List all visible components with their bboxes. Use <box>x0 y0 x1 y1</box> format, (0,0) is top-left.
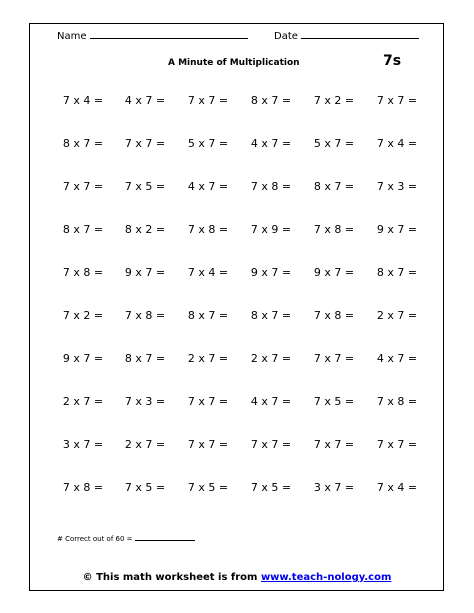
problem-r2-c1: 8 x 7 = <box>62 137 104 150</box>
problem-r1-c3: 7 x 7 = <box>187 94 229 107</box>
problem-r8-c3: 7 x 7 = <box>187 395 229 408</box>
date-blank[interactable] <box>301 28 419 39</box>
problem-r4-c1: 8 x 7 = <box>62 223 104 236</box>
problem-r9-c6: 7 x 7 = <box>376 438 418 451</box>
problem-r3-c5: 8 x 7 = <box>313 180 355 193</box>
problem-r4-c5: 7 x 8 = <box>313 223 355 236</box>
name-field[interactable] <box>57 28 248 42</box>
footer-credit <box>0 572 474 583</box>
problem-r5-c3: 7 x 4 = <box>187 266 229 279</box>
problem-r4-c3: 7 x 8 = <box>187 223 229 236</box>
problem-r10-c5: 3 x 7 = <box>313 481 355 494</box>
problem-r9-c5: 7 x 7 = <box>313 438 355 451</box>
problem-r9-c2: 2 x 7 = <box>124 438 166 451</box>
problem-r4-c4: 7 x 9 = <box>250 223 292 236</box>
problem-r9-c4: 7 x 7 = <box>250 438 292 451</box>
problem-r7-c1: 9 x 7 = <box>62 352 104 365</box>
score-blank[interactable] <box>135 533 195 541</box>
problem-r7-c4: 2 x 7 = <box>250 352 292 365</box>
name-blank[interactable] <box>90 28 248 39</box>
worksheet-border <box>29 23 444 591</box>
times-table-badge: 7s <box>383 53 402 69</box>
problem-r2-c2: 7 x 7 = <box>124 137 166 150</box>
problem-r1-c5: 7 x 2 = <box>313 94 355 107</box>
date-field[interactable] <box>274 28 419 42</box>
problem-r6-c5: 7 x 8 = <box>313 309 355 322</box>
problem-r7-c6: 4 x 7 = <box>376 352 418 365</box>
footer-link[interactable]: www.teach-nology.com <box>260 572 392 583</box>
problem-r1-c4: 8 x 7 = <box>250 94 292 107</box>
problem-r7-c3: 2 x 7 = <box>187 352 229 365</box>
problem-r6-c1: 7 x 2 = <box>62 309 104 322</box>
problem-r6-c3: 8 x 7 = <box>187 309 229 322</box>
problem-r2-c6: 7 x 4 = <box>376 137 418 150</box>
problem-r8-c5: 7 x 5 = <box>313 395 355 408</box>
problem-r4-c6: 9 x 7 = <box>376 223 418 236</box>
date-label: Date <box>274 31 298 42</box>
problem-r6-c6: 2 x 7 = <box>376 309 418 322</box>
footer-prefix: © This math worksheet is from <box>82 572 258 583</box>
worksheet-title: A Minute of Multiplication <box>168 58 300 68</box>
problem-r6-c4: 8 x 7 = <box>250 309 292 322</box>
problem-r10-c2: 7 x 5 = <box>124 481 166 494</box>
problem-r5-c6: 8 x 7 = <box>376 266 418 279</box>
problem-r8-c4: 4 x 7 = <box>250 395 292 408</box>
problem-r3-c2: 7 x 5 = <box>124 180 166 193</box>
problem-r8-c2: 7 x 3 = <box>124 395 166 408</box>
problem-r2-c3: 5 x 7 = <box>187 137 229 150</box>
problem-r5-c5: 9 x 7 = <box>313 266 355 279</box>
problem-r1-c1: 7 x 4 = <box>62 94 104 107</box>
problem-r8-c1: 2 x 7 = <box>62 395 104 408</box>
problem-r8-c6: 7 x 8 = <box>376 395 418 408</box>
problem-r7-c2: 8 x 7 = <box>124 352 166 365</box>
problem-r9-c3: 7 x 7 = <box>187 438 229 451</box>
problem-r1-c6: 7 x 7 = <box>376 94 418 107</box>
problem-r3-c4: 7 x 8 = <box>250 180 292 193</box>
score-field[interactable] <box>57 533 195 543</box>
problem-r4-c2: 8 x 2 = <box>124 223 166 236</box>
problem-r2-c4: 4 x 7 = <box>250 137 292 150</box>
problem-r10-c3: 7 x 5 = <box>187 481 229 494</box>
problem-r3-c6: 7 x 3 = <box>376 180 418 193</box>
problem-r5-c4: 9 x 7 = <box>250 266 292 279</box>
problem-r9-c1: 3 x 7 = <box>62 438 104 451</box>
problem-r3-c3: 4 x 7 = <box>187 180 229 193</box>
problem-r3-c1: 7 x 7 = <box>62 180 104 193</box>
problem-r10-c4: 7 x 5 = <box>250 481 292 494</box>
problem-r1-c2: 4 x 7 = <box>124 94 166 107</box>
problem-r10-c6: 7 x 4 = <box>376 481 418 494</box>
problem-r5-c1: 7 x 8 = <box>62 266 104 279</box>
problem-r5-c2: 9 x 7 = <box>124 266 166 279</box>
problem-r2-c5: 5 x 7 = <box>313 137 355 150</box>
problem-r7-c5: 7 x 7 = <box>313 352 355 365</box>
name-label: Name <box>57 31 87 42</box>
problem-r6-c2: 7 x 8 = <box>124 309 166 322</box>
problem-r10-c1: 7 x 8 = <box>62 481 104 494</box>
score-label: # Correct out of 60 = <box>57 535 133 543</box>
